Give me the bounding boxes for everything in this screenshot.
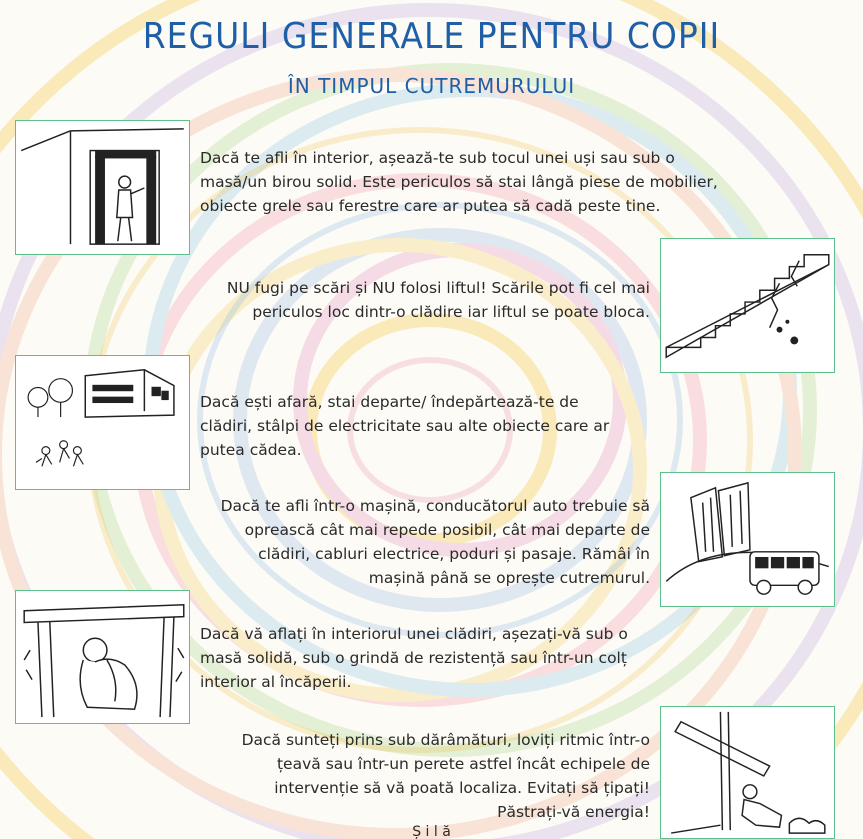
stairs-illustration bbox=[660, 238, 835, 373]
rule-5-text: Dacă vă aflați în interiorul unei clădiri, așezați-vă sub o masă solidă, sub o grindă de rezistență sau într-un colț interior al încăperii. bbox=[200, 625, 628, 691]
stairs-icon bbox=[661, 239, 834, 372]
table-shelter-icon bbox=[16, 591, 189, 723]
rubble-icon bbox=[661, 707, 834, 838]
rule-6-text: Dacă sunteți prins sub dărâmături, loviți ritmic într-o țeavă sau într-un perete astfel încât echipele de intervenție să vă poată localiza. Evitați să țipați! Păstrați-vă energia! bbox=[241, 731, 650, 821]
rule-2-text: NU fugi pe scări și NU folosi liftul! Scările pot fi cel mai periculos loc dintr-o clădire iar liftul se poate bloca. bbox=[226, 279, 650, 321]
rubble-illustration bbox=[660, 706, 835, 839]
bus-illustration bbox=[660, 472, 835, 607]
rule-1-text: Dacă te afli în interior, așează-te sub tocul unei uși sau sub o masă/un birou solid. Este periculos să stai lângă piese de mobilier, obiecte grele sau ferestre care ar putea să cadă peste tine. bbox=[200, 149, 718, 215]
footer-text: Ș i l ă bbox=[412, 824, 451, 839]
table-shelter-illustration bbox=[15, 590, 190, 724]
page-title: REGULI GENERALE PENTRU COPII bbox=[142, 14, 721, 57]
bus-buildings-icon bbox=[661, 473, 834, 606]
rule-4-text: Dacă te afli într-o mașină, conducătorul auto trebuie să oprească cât mai repede posibil, cât mai departe de clădiri, cabluri electrice, poduri și pasaje. Rămâi în mașină până se oprește cutremurul. bbox=[220, 497, 650, 587]
doorway-icon bbox=[16, 121, 189, 254]
page-subtitle: ÎN TIMPUL CUTREMURULUI bbox=[287, 74, 576, 98]
rule-3-text: Dacă ești afară, stai departe/ îndepărtează-te de clădiri, stâlpi de electricitate sau alte obiecte care ar putea cădea. bbox=[200, 393, 610, 459]
buildings-outside-icon bbox=[16, 356, 189, 489]
doorway-illustration bbox=[15, 120, 190, 255]
outside-illustration bbox=[15, 355, 190, 490]
